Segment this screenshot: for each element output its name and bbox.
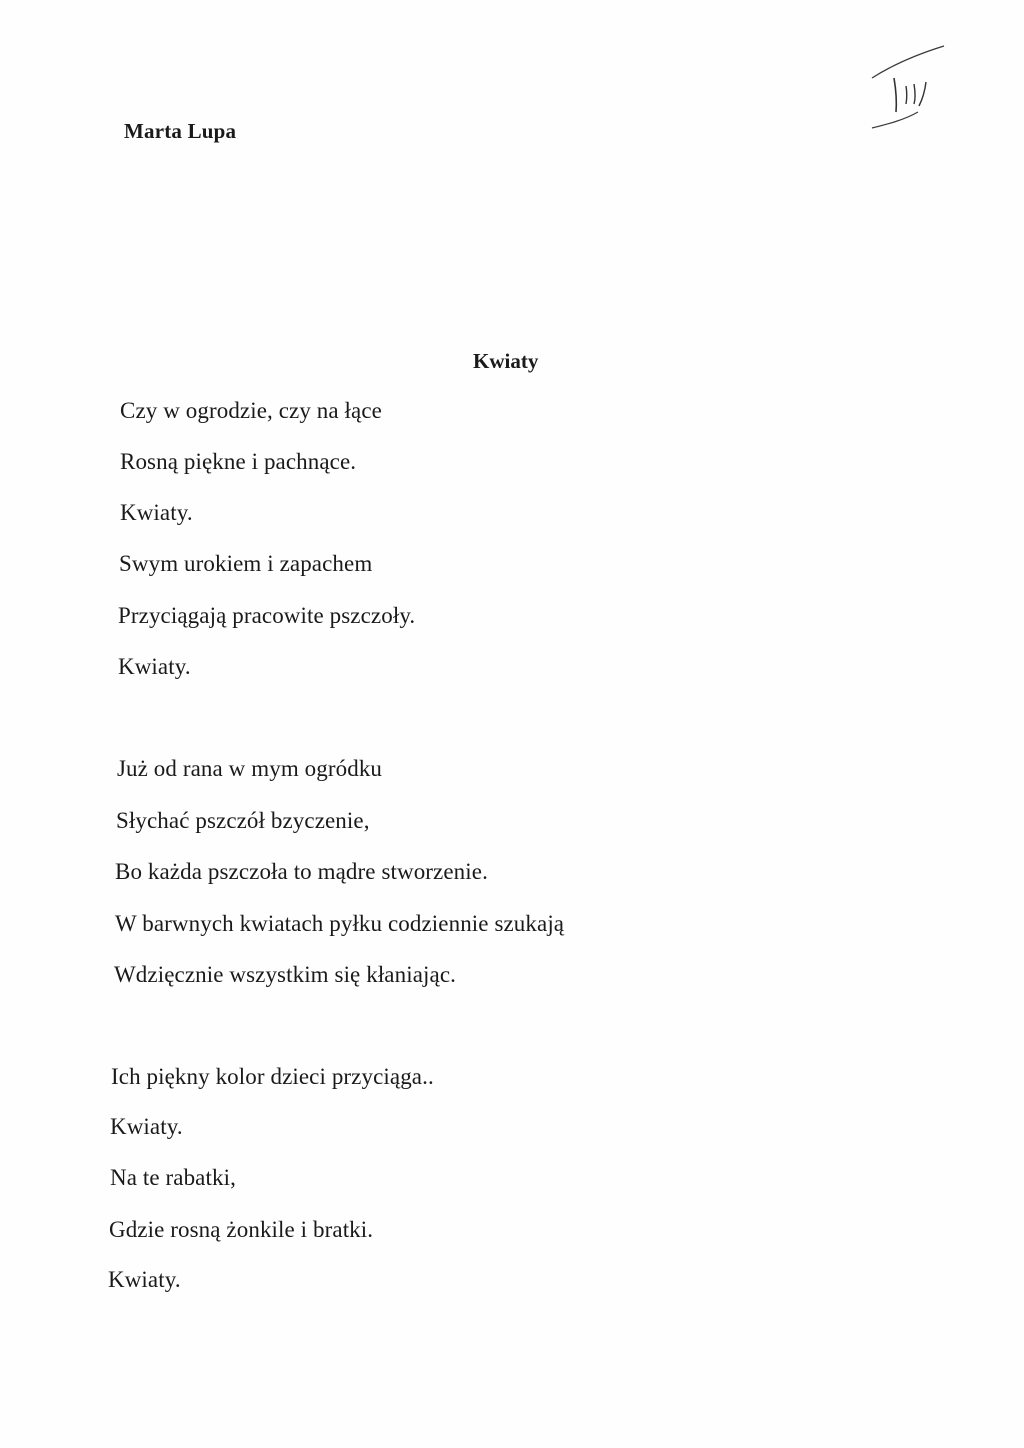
poem-line: Bo każda pszczoła to mądre stworzenie. [115, 859, 488, 884]
poem-line: Czy w ogrodzie, czy na łące [120, 398, 382, 423]
poem-line: Kwiaty. [118, 654, 191, 679]
poem-line: Już od rana w mym ogródku [117, 756, 383, 781]
poem-line: Swym urokiem i zapachem [119, 551, 373, 576]
poem-line: Na te rabatki, [110, 1165, 236, 1190]
author-name: Marta Lupa [124, 119, 237, 143]
poem-line: Przyciągają pracowite pszczoły. [118, 603, 416, 628]
poem-line: Ich piękny kolor dzieci przyciąga.. [111, 1064, 434, 1089]
handwritten-page-mark [866, 40, 950, 136]
poem-line: Kwiaty. [120, 500, 193, 525]
poem-line: Kwiaty. [110, 1114, 183, 1139]
poem-line: W barwnych kwiatach pyłku codziennie szukają [115, 911, 565, 936]
poem-line: Wdzięcznie wszystkim się kłaniając. [114, 962, 456, 987]
poem-line: Rosną piękne i pachnące. [120, 449, 357, 474]
poem-line: Gdzie rosną żonkile i bratki. [109, 1217, 374, 1242]
poem-line: Słychać pszczół bzyczenie, [116, 808, 370, 833]
poem-title: Kwiaty [473, 349, 539, 373]
poem-line: Kwiaty. [108, 1267, 181, 1292]
